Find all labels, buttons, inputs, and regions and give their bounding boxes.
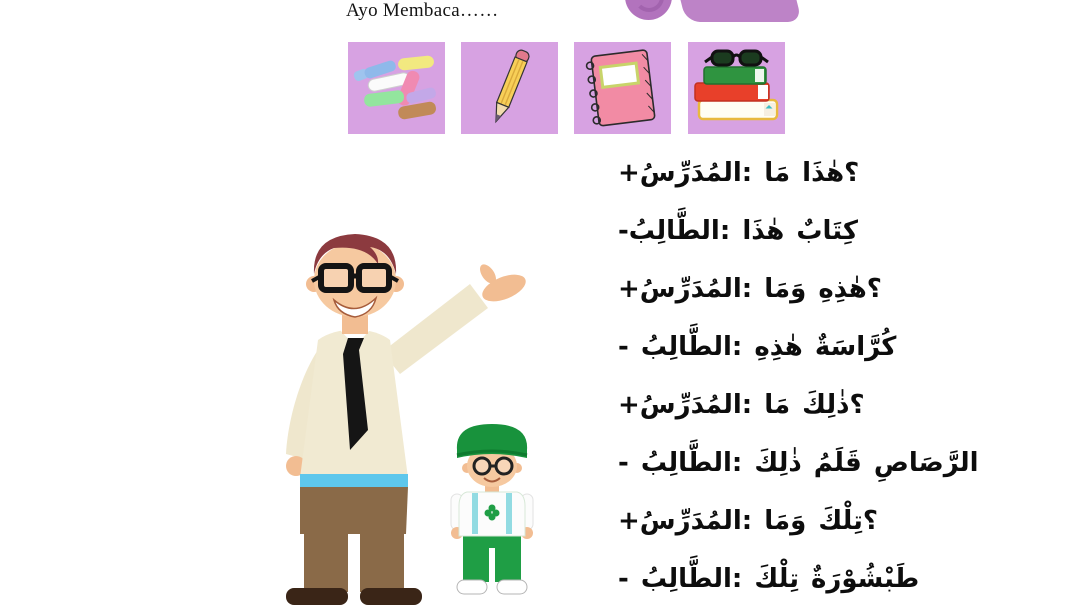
page-title: Ayo Membaca…… [346, 0, 499, 21]
dialogue-line-4: - الطَّالِبُ: هٰذِهِ كُرَّاسَةٌ [618, 332, 897, 362]
dialogue [618, 144, 1068, 608]
student-illustration [437, 420, 547, 607]
notebook-icon [574, 42, 671, 134]
chalk-sticks-icon [348, 42, 445, 134]
dialogue-line-3: +المُدَرِّسُ: وَمَا هٰذِهِ؟ [618, 274, 882, 304]
student-boy-icon [437, 420, 547, 607]
dialogue-line-5: +المُدَرِّسُ: مَا ذٰلِكَ؟ [618, 390, 865, 420]
decorative-circle [625, 0, 672, 20]
book-stack-icon [688, 42, 785, 134]
vocab-card-notebook [574, 42, 671, 134]
vocab-card-chalk [348, 42, 445, 134]
dialogue-line-6: - الطَّالِبُ: ذٰلِكَ قَلَمُ الرَّصَاصِ [618, 448, 979, 478]
dialogue-line-2: -الطَّالِبُ: هٰذَا كِتَابٌ [618, 216, 858, 246]
dialogue-line-7: +المُدَرِّسُ: وَمَا تِلْكَ؟ [618, 506, 879, 536]
vocab-card-pencil [461, 42, 558, 134]
vocab-card-books [688, 42, 785, 134]
dialogue-line-8: - الطَّالِبُ: تِلْكَ طَبْشُوْرَةٌ [618, 564, 920, 594]
dialogue-line-1: +المُدَرِّسُ: مَا هٰذَا؟ [618, 158, 860, 188]
decorative-banner [678, 0, 802, 22]
pencil-icon [461, 42, 558, 134]
